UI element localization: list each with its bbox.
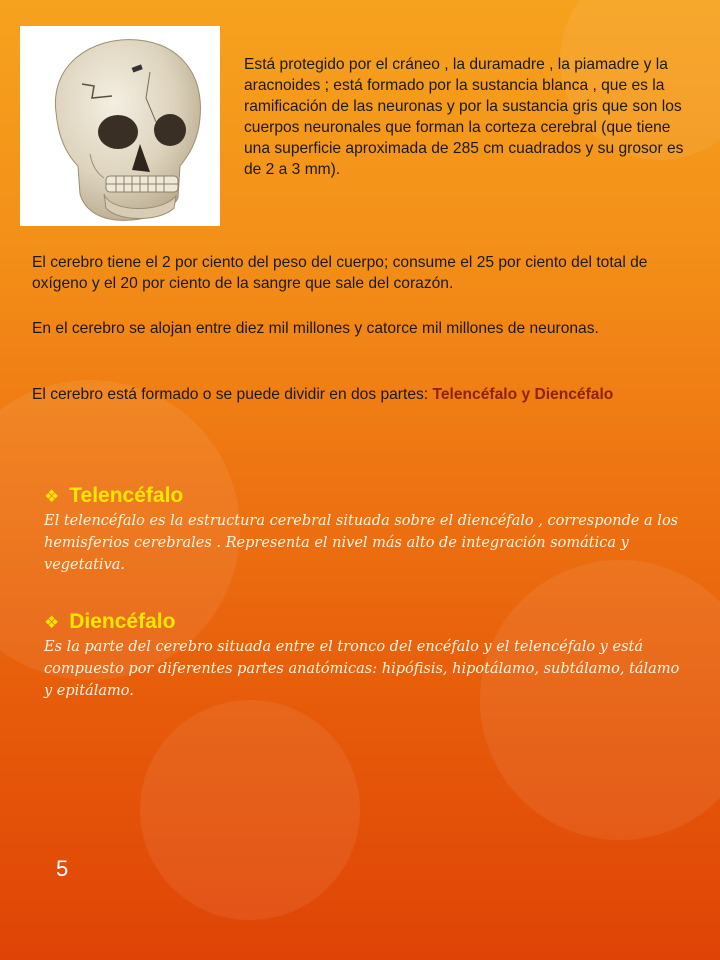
skull-image	[20, 26, 220, 226]
body-paragraph: En el cerebro se alojan entre diez mil millones y catorce mil millones de neuronas.	[32, 320, 599, 337]
section-heading	[44, 484, 684, 508]
page-number: 5	[56, 856, 69, 881]
intro-paragraph: Está protegido por el cráneo , la duramadre , la piamadre y la aracnoides ; está formado por la sustancia blanca , que es la ramificación de las neuronas y por la sustancia gris que son los cuerpos neuronales que forman la corteza cerebral (que tiene una superficie aproximada de 285 cm cuadrados y su grosor es de 2 a 3 mm).	[244, 56, 684, 178]
body-paragraph: El cerebro tiene el 2 por ciento del peso del cuerpo; consume el 25 por ciento del total de oxígeno y el 20 por ciento de la sangre que sale del corazón.	[32, 254, 648, 292]
division-text: El cerebro está formado o se puede dividir en dos partes:	[32, 386, 433, 403]
background-bokeh	[140, 700, 360, 920]
skull-illustration	[20, 26, 220, 226]
division-highlight: Telencéfalo y Diencéfalo	[432, 386, 614, 403]
section-title: Diencéfalo	[69, 610, 176, 633]
diamond-bullet-icon: ❖	[44, 486, 60, 506]
section-body: Es la parte del cerebro situada entre el tronco del encéfalo y el telencéfalo y está compuesto por diferentes partes anatómicas: hipófisis, hipotálamo, subtálamo, tálamo y epitálamo.	[44, 639, 680, 699]
section-telencefalo	[44, 484, 684, 576]
section-heading	[44, 610, 684, 634]
section-diencefalo	[44, 610, 684, 702]
section-title: Telencéfalo	[69, 484, 184, 507]
section-body: El telencéfalo es la estructura cerebral situada sobre el diencéfalo , corresponde a los hemisferios cerebrales . Representa el nivel más alto de integración somática y vegetativa.	[44, 513, 679, 573]
division-paragraph	[32, 384, 692, 405]
diamond-bullet-icon: ❖	[44, 612, 60, 632]
